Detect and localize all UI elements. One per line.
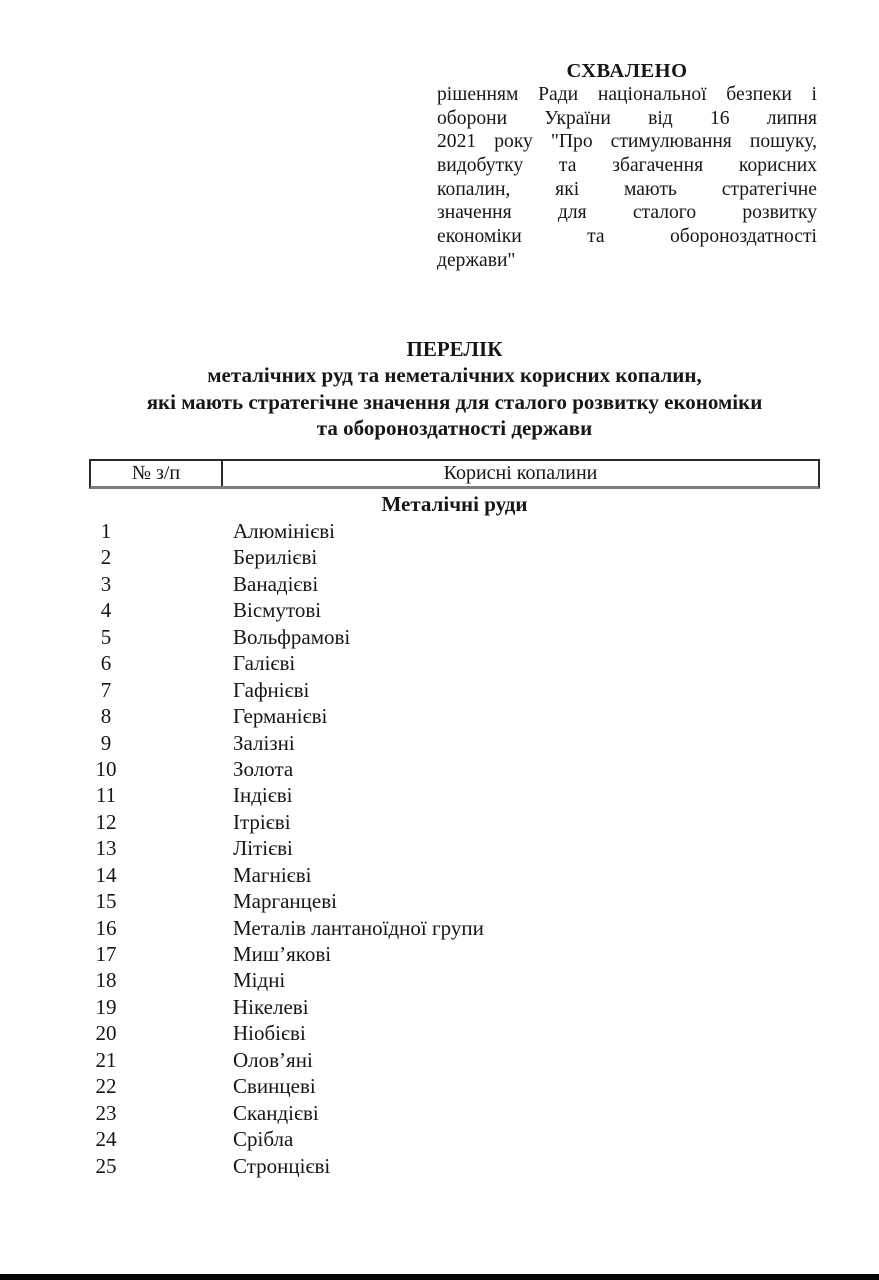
row-mineral-name: Ніобієві (233, 1021, 306, 1046)
table-row (89, 730, 820, 756)
approval-paragraph-last-line: держави" (437, 249, 516, 271)
approval-paragraph-line: рішенням Ради національної безпеки і (437, 84, 817, 105)
row-mineral-name: Срібла (233, 1127, 294, 1152)
row-number: 2 (100, 545, 112, 570)
row-mineral-name: Свинцеві (233, 1074, 316, 1099)
approval-heading: СХВАЛЕНО (566, 60, 688, 82)
row-number: 3 (100, 571, 112, 596)
row-number: 11 (95, 783, 117, 808)
row-number: 25 (95, 1153, 117, 1178)
table-row (89, 756, 820, 782)
document-title-line: та обороноздатності держави (316, 415, 593, 440)
row-mineral-name: Скандієві (233, 1100, 319, 1125)
row-number: 14 (95, 862, 117, 887)
table-row (89, 835, 820, 861)
table-row (89, 544, 820, 570)
table-row (89, 571, 820, 597)
document-title (89, 336, 820, 441)
row-number: 23 (95, 1100, 117, 1125)
scan-bottom-bar (0, 1274, 879, 1280)
section-header-metallic-ores: Металічні руди (381, 492, 528, 516)
approval-block (437, 59, 817, 273)
table-row (89, 967, 820, 993)
row-mineral-name: Олов’яні (233, 1047, 313, 1072)
row-number: 15 (95, 889, 117, 914)
row-number: 7 (100, 677, 112, 702)
table-row (89, 994, 820, 1020)
row-number: 20 (95, 1021, 117, 1046)
table-row (89, 518, 820, 544)
table-row (89, 1020, 820, 1046)
row-mineral-name: Гафнієві (233, 677, 310, 702)
approval-paragraph-line: значення для сталого розвитку (437, 202, 817, 224)
row-number: 8 (100, 704, 112, 729)
row-number: 1 (100, 519, 112, 543)
table-row (89, 809, 820, 835)
row-mineral-name: Золота (233, 756, 294, 781)
row-mineral-name: Галієві (233, 651, 296, 676)
table-row (89, 782, 820, 808)
table-row (89, 862, 820, 888)
table-row (89, 1073, 820, 1099)
table-row (89, 1153, 820, 1179)
document-title-line: ПЕРЕЛІК (406, 337, 503, 361)
minerals-table-rows (89, 518, 820, 1179)
row-mineral-name: Магнієві (233, 862, 312, 887)
table-row (89, 597, 820, 623)
column-header-number: № з/п (91, 461, 223, 486)
table-row (89, 1100, 820, 1126)
table-row (89, 888, 820, 914)
row-number: 18 (95, 968, 117, 993)
row-number: 19 (95, 994, 117, 1019)
row-number: 9 (100, 730, 112, 755)
row-number: 12 (95, 809, 117, 834)
approval-paragraph-line: оборони України від 16 липня (437, 107, 817, 129)
row-number: 5 (100, 624, 112, 649)
row-number: 10 (95, 756, 117, 781)
row-mineral-name: Берилієві (233, 545, 318, 570)
row-mineral-name: Мідні (233, 968, 286, 993)
table-row (89, 915, 820, 941)
table-row (89, 1047, 820, 1073)
row-mineral-name: Стронцієві (233, 1153, 331, 1178)
document-title-line: металічних руд та неметалічних корисних копалин, (207, 363, 702, 388)
table-row (89, 677, 820, 703)
table-row (89, 624, 820, 650)
row-mineral-name: Залізні (233, 730, 295, 755)
row-mineral-name: Миш’якові (233, 942, 332, 966)
row-number: 21 (95, 1047, 117, 1072)
minerals-table-header (89, 459, 820, 489)
table-row (89, 941, 820, 967)
row-number: 17 (95, 942, 117, 966)
row-mineral-name: Вісмутові (233, 598, 322, 623)
row-number: 22 (95, 1074, 117, 1099)
row-number: 4 (100, 598, 112, 623)
row-mineral-name: Вольфрамові (233, 624, 351, 649)
row-number: 6 (100, 651, 112, 676)
approval-paragraph-line: 2021 року "Про стимулювання пошуку, (437, 131, 817, 153)
row-mineral-name: Марганцеві (233, 889, 337, 914)
row-mineral-name: Ванадієві (233, 571, 319, 596)
table-row (89, 703, 820, 729)
table-row (89, 650, 820, 676)
approval-paragraph-line: видобутку та збагачення корисних (437, 155, 817, 177)
row-mineral-name: Індієві (233, 783, 293, 808)
row-number: 24 (95, 1127, 117, 1152)
document-title-line: які мають стратегічне значення для сталого розвитку економіки (146, 389, 763, 414)
row-mineral-name: Нікелеві (233, 994, 309, 1019)
approval-paragraph-line: копалин, які мають стратегічне (437, 178, 817, 200)
row-mineral-name: Германієві (233, 704, 328, 729)
row-mineral-name: Металів лантаноїдної групи (233, 915, 484, 940)
row-mineral-name: Ітрієві (233, 809, 291, 834)
row-number: 13 (95, 836, 117, 861)
row-mineral-name: Літієві (233, 836, 293, 861)
approval-paragraph-line: економіки та обороноздатності (437, 226, 817, 248)
row-mineral-name: Алюмінієві (233, 519, 336, 543)
table-row (89, 1126, 820, 1152)
row-number: 16 (95, 915, 117, 940)
column-header-minerals: Корисні копалини (443, 462, 598, 484)
